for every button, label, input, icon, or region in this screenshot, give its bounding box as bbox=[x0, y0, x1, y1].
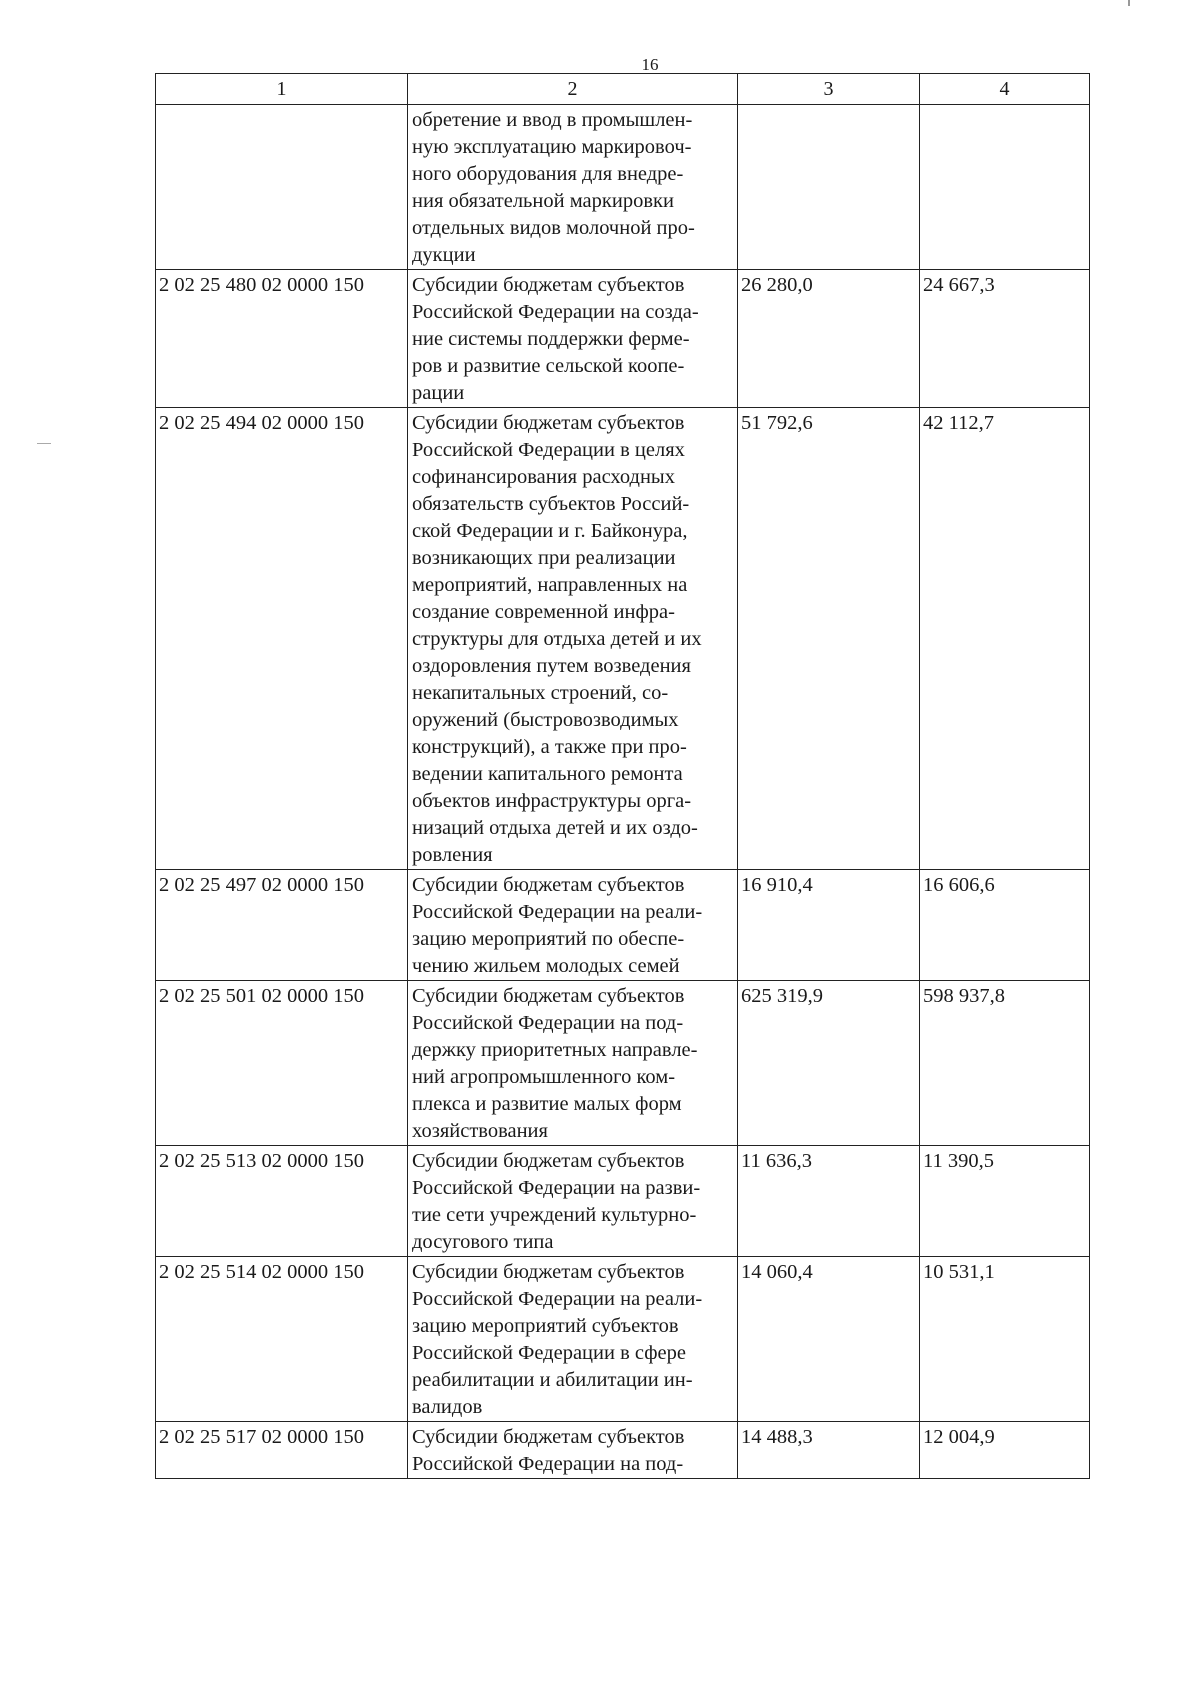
description-line: рации bbox=[412, 382, 465, 404]
description-line: Российской Федерации в целях bbox=[412, 439, 685, 461]
description-line: ного оборудования для внедре- bbox=[412, 163, 684, 185]
description-line: тие сети учреждений культурно- bbox=[412, 1204, 697, 1226]
budget-code-cell: 2 02 25 501 02 0000 150 bbox=[156, 981, 408, 1146]
description-cell bbox=[408, 105, 738, 270]
description-line: объектов инфраструктуры орга- bbox=[412, 790, 692, 812]
description-cell bbox=[408, 1146, 738, 1257]
description-line: Российской Федерации на под- bbox=[412, 1453, 684, 1475]
budget-table bbox=[155, 73, 1090, 1479]
actual-amount-cell: 10 531,1 bbox=[920, 1257, 1090, 1422]
actual-amount-cell: 24 667,3 bbox=[920, 270, 1090, 408]
description-line: Субсидии бюджетам субъектов bbox=[412, 874, 685, 896]
description-cell bbox=[408, 408, 738, 870]
description-line: ние системы поддержки ферме- bbox=[412, 328, 690, 350]
description-line: чению жильем молодых семей bbox=[412, 955, 680, 977]
planned-amount-cell: 14 488,3 bbox=[738, 1422, 920, 1479]
table-row bbox=[156, 105, 1090, 270]
budget-code-cell: 2 02 25 517 02 0000 150 bbox=[156, 1422, 408, 1479]
description-line: обязательств субъектов Россий- bbox=[412, 493, 690, 515]
description-line: ровления bbox=[412, 844, 493, 866]
description-line: софинансирования расходных bbox=[412, 466, 675, 488]
description-line: плекса и развитие малых форм bbox=[412, 1093, 682, 1115]
description-cell bbox=[408, 1422, 738, 1479]
description-line: Российской Федерации на под- bbox=[412, 1012, 684, 1034]
planned-amount-cell: 11 636,3 bbox=[738, 1146, 920, 1257]
actual-amount-cell: 11 390,5 bbox=[920, 1146, 1090, 1257]
column-header-4: 4 bbox=[920, 74, 1090, 105]
table-row bbox=[156, 870, 1090, 981]
table-body bbox=[156, 74, 1090, 1479]
description-line: зацию мероприятий субъектов bbox=[412, 1315, 679, 1337]
description-line: валидов bbox=[412, 1396, 483, 1418]
actual-amount-cell: 12 004,9 bbox=[920, 1422, 1090, 1479]
description-line: ний агропромышленного ком- bbox=[412, 1066, 676, 1088]
description-line: досугового типа bbox=[412, 1231, 554, 1253]
description-line: Субсидии бюджетам субъектов bbox=[412, 1150, 685, 1172]
description-line: обретение и ввод в промышлен- bbox=[412, 109, 693, 131]
description-line: некапитальных строений, со- bbox=[412, 682, 669, 704]
description-line: Субсидии бюджетам субъектов bbox=[412, 274, 685, 296]
description-line: оздоровления путем возведения bbox=[412, 655, 691, 677]
actual-amount-cell bbox=[920, 105, 1090, 270]
description-cell bbox=[408, 870, 738, 981]
description-line: хозяйствования bbox=[412, 1120, 548, 1142]
planned-amount-cell: 14 060,4 bbox=[738, 1257, 920, 1422]
description-cell bbox=[408, 270, 738, 408]
description-line: ров и развитие сельской коопе- bbox=[412, 355, 685, 377]
description-line: Российской Федерации в сфере bbox=[412, 1342, 686, 1364]
column-header-1: 1 bbox=[156, 74, 408, 105]
scan-side-mark bbox=[37, 443, 51, 444]
page-number: 16 bbox=[641, 55, 659, 74]
description-line: оружений (быстровозводимых bbox=[412, 709, 679, 731]
actual-amount-cell: 42 112,7 bbox=[920, 408, 1090, 870]
description-line: отдельных видов молочной про- bbox=[412, 217, 695, 239]
column-header-3: 3 bbox=[738, 74, 920, 105]
description-line: конструкций), а также при про- bbox=[412, 736, 687, 758]
actual-amount-cell: 16 606,6 bbox=[920, 870, 1090, 981]
description-line: Субсидии бюджетам субъектов bbox=[412, 1426, 685, 1448]
description-line: мероприятий, направленных на bbox=[412, 574, 688, 596]
description-line: Российской Федерации на реали- bbox=[412, 1288, 703, 1310]
description-line: Субсидии бюджетам субъектов bbox=[412, 412, 685, 434]
table-row bbox=[156, 1257, 1090, 1422]
planned-amount-cell: 26 280,0 bbox=[738, 270, 920, 408]
description-line: Российской Федерации на реали- bbox=[412, 901, 703, 923]
description-cell bbox=[408, 981, 738, 1146]
planned-amount-cell bbox=[738, 105, 920, 270]
description-line: Субсидии бюджетам субъектов bbox=[412, 985, 685, 1007]
description-line: структуры для отдыха детей и их bbox=[412, 628, 702, 650]
budget-code-cell bbox=[156, 105, 408, 270]
scan-edge-mark bbox=[1128, 0, 1130, 6]
actual-amount-cell: 598 937,8 bbox=[920, 981, 1090, 1146]
description-line: создание современной инфра- bbox=[412, 601, 675, 623]
planned-amount-cell: 51 792,6 bbox=[738, 408, 920, 870]
budget-code-cell: 2 02 25 514 02 0000 150 bbox=[156, 1257, 408, 1422]
column-header-2: 2 bbox=[408, 74, 738, 105]
table-row bbox=[156, 408, 1090, 870]
budget-code-cell: 2 02 25 497 02 0000 150 bbox=[156, 870, 408, 981]
table-row bbox=[156, 270, 1090, 408]
description-line: держку приоритетных направле- bbox=[412, 1039, 698, 1061]
table-row bbox=[156, 1422, 1090, 1479]
description-line: ской Федерации и г. Байконура, bbox=[412, 520, 688, 542]
description-line: Российской Федерации на разви- bbox=[412, 1177, 701, 1199]
description-line: Российской Федерации на созда- bbox=[412, 301, 699, 323]
planned-amount-cell: 625 319,9 bbox=[738, 981, 920, 1146]
table-header-row bbox=[156, 74, 1090, 105]
description-cell bbox=[408, 1257, 738, 1422]
budget-code-cell: 2 02 25 513 02 0000 150 bbox=[156, 1146, 408, 1257]
budget-code-cell: 2 02 25 494 02 0000 150 bbox=[156, 408, 408, 870]
table-row bbox=[156, 1146, 1090, 1257]
description-line: Субсидии бюджетам субъектов bbox=[412, 1261, 685, 1283]
description-line: зацию мероприятий по обеспе- bbox=[412, 928, 685, 950]
description-line: возникающих при реализации bbox=[412, 547, 676, 569]
description-line: низаций отдыха детей и их оздо- bbox=[412, 817, 698, 839]
description-line: ния обязательной маркировки bbox=[412, 190, 674, 212]
description-line: ную эксплуатацию маркировоч- bbox=[412, 136, 692, 158]
description-line: ведении капитального ремонта bbox=[412, 763, 683, 785]
planned-amount-cell: 16 910,4 bbox=[738, 870, 920, 981]
table-row bbox=[156, 981, 1090, 1146]
budget-code-cell: 2 02 25 480 02 0000 150 bbox=[156, 270, 408, 408]
description-line: реабилитации и абилитации ин- bbox=[412, 1369, 693, 1391]
description-line: дукции bbox=[412, 244, 476, 266]
